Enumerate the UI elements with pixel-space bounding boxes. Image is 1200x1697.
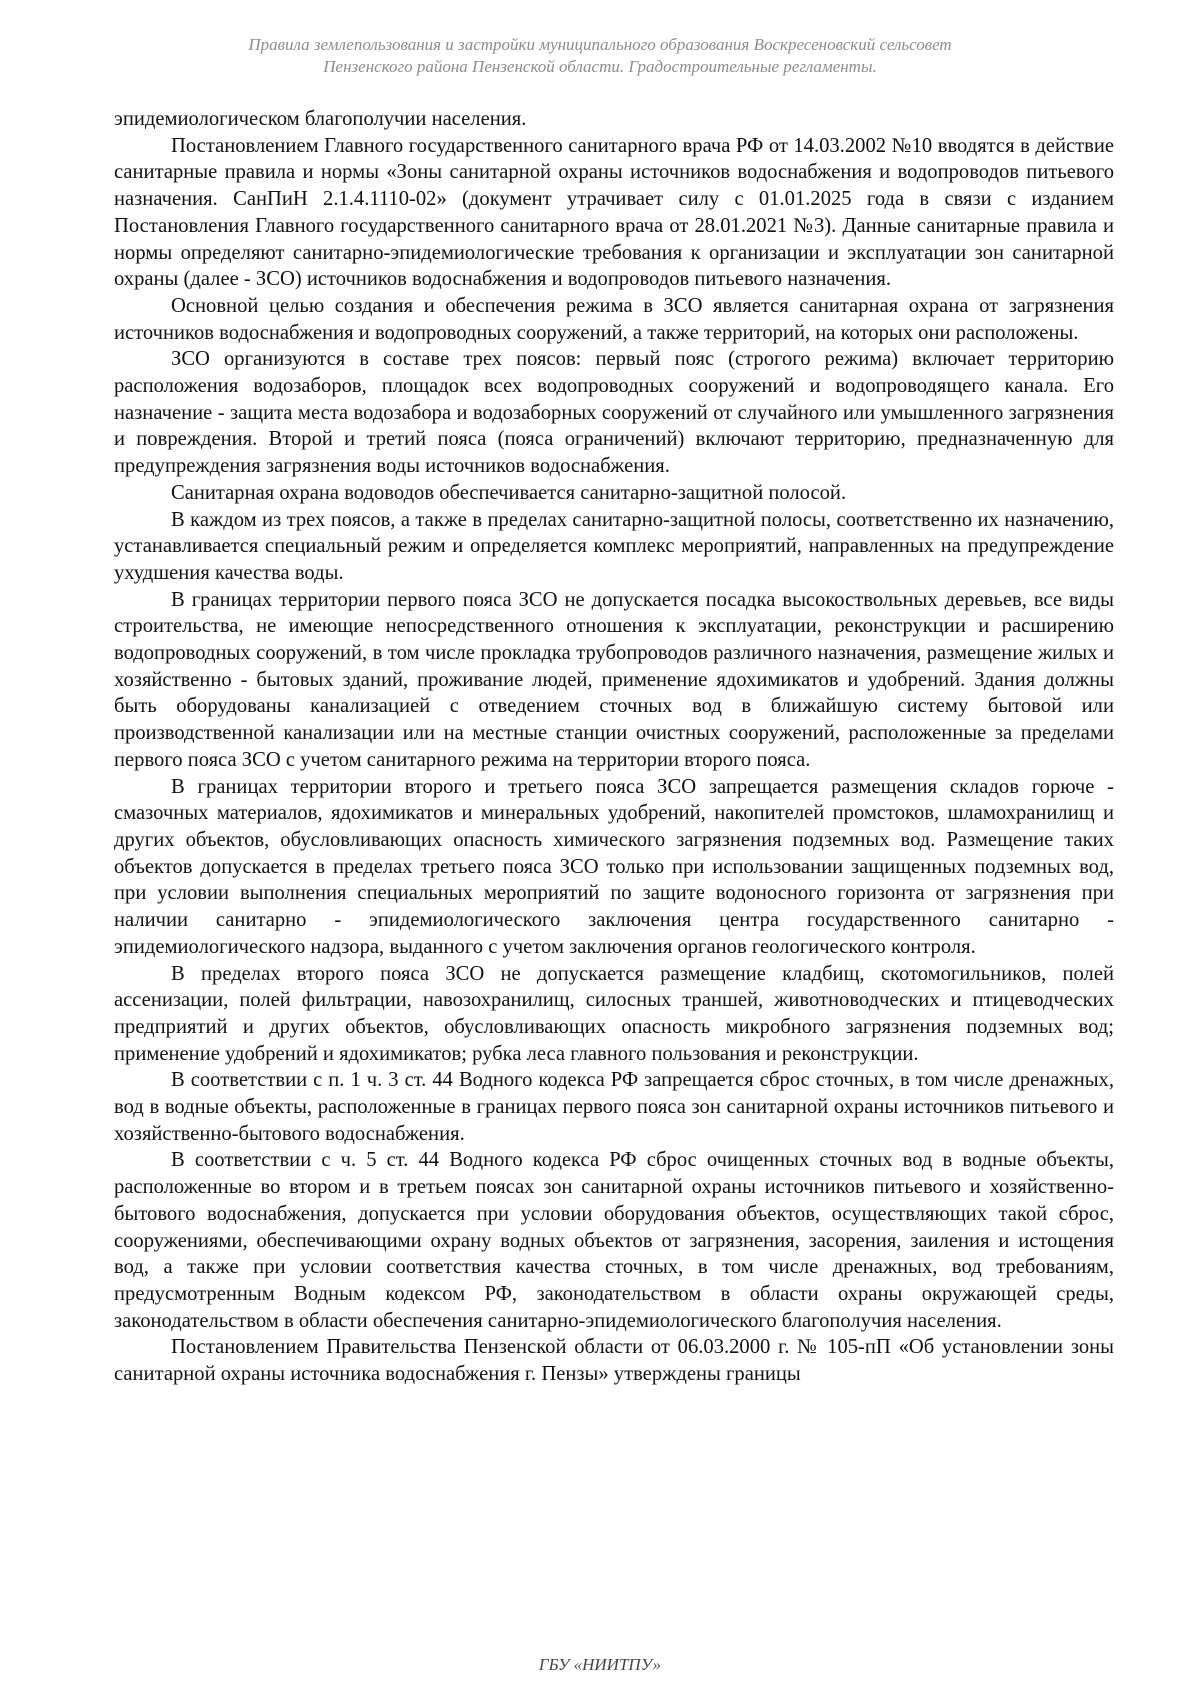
paragraph-three-belts: ЗСО организуются в составе трех поясов: первый пояс (строгого режима) включает территорию расположения водозаборов, площадок всех водопроводных сооружений и водопроводящего канала. Его назначение - защита места водозабора и водозаборных сооружений от случайного или умышленного загрязнения и повреждения. Второй и третий пояса (пояса ограничений) включают территорию, предназначенную для предупреждения загрязнения воды источников водоснабжения. bbox=[114, 348, 1114, 478]
document-body bbox=[114, 106, 1114, 1388]
paragraph-second-belt: В пределах второго пояса ЗСО не допускается размещение кладбищ, скотомогильников, полей ассенизации, полей фильтрации, навозохранилищ, силосных траншей, животноводческих и птицеводческих предприятий и других объектов, обусловливающих опасность микробного загрязнения подземных вод; применение удобрений и ядохимикатов; рубка леса главного пользования и реконструкции. bbox=[114, 962, 1114, 1065]
paragraph-penza-resolution: Постановлением Правительства Пензенской области от 06.03.2000 г. № 105-пП «Об установлении зоны санитарной охраны источника водоснабжения г. Пензы» утверждены границы bbox=[114, 1336, 1114, 1386]
paragraph-second-third-belt: В границах территории второго и третьего пояса ЗСО запрещается размещения складов горюче - смазочных материалов, ядохимикатов и минеральных удобрений, накопителей промстоков, шламохранилищ и других объектов, обусловливающих опасность химического загрязнения подземных вод. Размещение таких объектов допускается в пределах третьего пояса ЗСО только при использовании защищенных подземных вод, при условии выполнения специальных мероприятий по защите водоносного горизонта от загрязнения при наличии санитарно - эпидемиологического заключения центра государственного санитарно - эпидемиологического надзора, выданного с учетом заключения органов геологического контроля. bbox=[114, 775, 1114, 958]
paragraph-goal: Основной целью создания и обеспечения режима в ЗСО является санитарная охрана от загрязнения источников водоснабжения и водопроводных сооружений, а также территорий, на которых они расположены. bbox=[114, 294, 1114, 344]
paragraph-water-code-44-5: В соответствии с ч. 5 ст. 44 Водного кодекса РФ сброс очищенных сточных вод в водные объекты, расположенные во втором и в третьем поясах зон санитарной охраны источников питьевого и хозяйственно-бытового водоснабжения, допускается при условии оборудования объектов, осуществляющих такой сброс, сооружениями, обеспечивающими охрану водных объектов от загрязнения, засорения, заиления и истощения вод, а также при условии соответствия качества сточных, в том числе дренажных, вод требованиям, предусмотренным Водным кодексом РФ, законодательством в области охраны окружающей среды, законодательством в области обеспечения санитарно-эпидемиологического благополучия населения. bbox=[114, 1149, 1114, 1332]
running-header-line-1: Правила землепользования и застройки муниципального образования Воскресеновский сельсовет bbox=[248, 35, 952, 54]
paragraph-water-pipes: Санитарная охрана водоводов обеспечивается санитарно-защитной полосой. bbox=[171, 481, 847, 504]
running-header-line-2: Пензенского района Пензенской области. Градостроительные регламенты. bbox=[323, 57, 877, 76]
paragraph-first-belt: В границах территории первого пояса ЗСО не допускается посадка высокоствольных деревьев, все виды строительства, не имеющие непосредственного отношения к эксплуатации, реконструкции и расширению водопроводных сооружений, в том числе прокладка трубопроводов различного назначения, размещение жилых и хозяйственно - бытовых зданий, проживание людей, применение ядохимикатов и удобрений. Здания должны быть оборудованы канализацией с отведением сточных вод в ближайшую систему бытовой или производственной канализации или на местные станции очистных сооружений, расположенные за пределами первого пояса ЗСО с учетом санитарного режима на территории второго пояса. bbox=[114, 588, 1114, 771]
paragraph-continuation: эпидемиологическом благополучии населения. bbox=[114, 108, 527, 130]
running-footer: ГБУ «НИИТПУ» bbox=[538, 1655, 662, 1674]
paragraph-sanpin: Постановлением Главного государственного санитарного врача РФ от 14.03.2002 №10 вводятся в действие санитарные правила и нормы «Зоны санитарной охраны источников водоснабжения и водопроводов питьевого назначения. СанПиН 2.1.4.1110-02» (документ утрачивает силу с 01.01.2025 года в связи с изданием Постановления Главного государственного санитарного врача от 28.01.2021 №3). Данные санитарные правила и нормы определяют санитарно-эпидемиологические требования к организации и эксплуатации зон санитарной охраны (далее - ЗСО) источников водоснабжения и водопроводов питьевого назначения. bbox=[114, 134, 1114, 291]
paragraph-special-regime: В каждом из трех поясов, а также в пределах санитарно-защитной полосы, соответственно их назначению, устанавливается специальный режим и определяется комплекс мероприятий, направленных на предупреждение ухудшения качества воды. bbox=[114, 508, 1114, 584]
paragraph-water-code-44-3: В соответствии с п. 1 ч. 3 ст. 44 Водного кодекса РФ запрещается сброс сточных, в том числе дренажных, вод в водные объекты, расположенные в границах первого пояса зон санитарной охраны источников питьевого и хозяйственно-бытового водоснабжения. bbox=[114, 1069, 1114, 1145]
running-header bbox=[150, 34, 1050, 78]
